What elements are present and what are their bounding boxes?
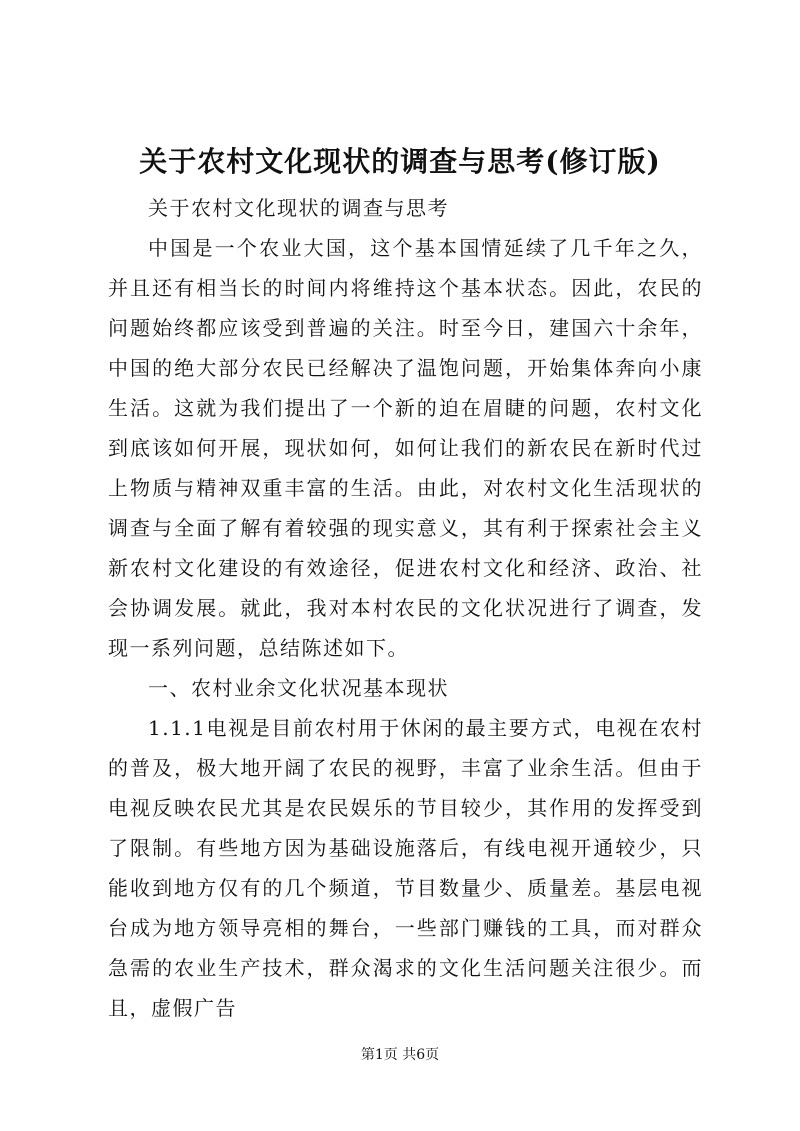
page-footer: 第1页 共6页 — [360, 1047, 440, 1063]
document-title: 关于农村文化现状的调查与思考(修订版) — [139, 145, 661, 178]
subtitle-paragraph: 关于农村文化现状的调查与思考 — [148, 196, 449, 220]
intro-paragraph: 中国是一个农业大国，这个基本国情延续了几千年之久，并且还有相当长的时间内将维持这个基本状态。因此，农民的问题始终都应该受到普遍的关注。时至今日，建国六十余年，中国的绝大部分农民已经解决了温饱问题，开始集体奔向小康生活。这就为我们提出了一个新的迫在眉睫的问题，农村文化到底该如何开展，现状如何，如何让我们的新农民在新时代过上物质与精神双重丰富的生活。由此，对农村文化生活现状的调查与全面了解有着较强的现实意义，其有利于探索社会主义新农村文化建设的有效途径，促进农村文化和经济、政治、社会协调发展。就此，我对本村农民的文化状况进行了调查，发现一系列问题，总结陈述如下。 — [108, 236, 703, 660]
document-body — [108, 188, 703, 1028]
section-paragraph: 1.1.1电视是目前农村用于休闲的最主要方式，电视在农村的普及，极大地开阔了农民的视野，丰富了业余生活。但由于电视反映农民尤其是农民娱乐的节目较少，其作用的发挥受到了限制。有些地方因为基础设施落后，有线电视开通较少，只能收到地方仅有的几个频道，节目数量少、质量差。基层电视台成为地方领导亮相的舞台，一些部门赚钱的工具，而对群众急需的农业生产技术，群众渴求的文化生活问题关注很少。而且，虚假广告 — [108, 716, 703, 1020]
section-heading: 一、农村业余文化状况基本现状 — [148, 676, 449, 700]
